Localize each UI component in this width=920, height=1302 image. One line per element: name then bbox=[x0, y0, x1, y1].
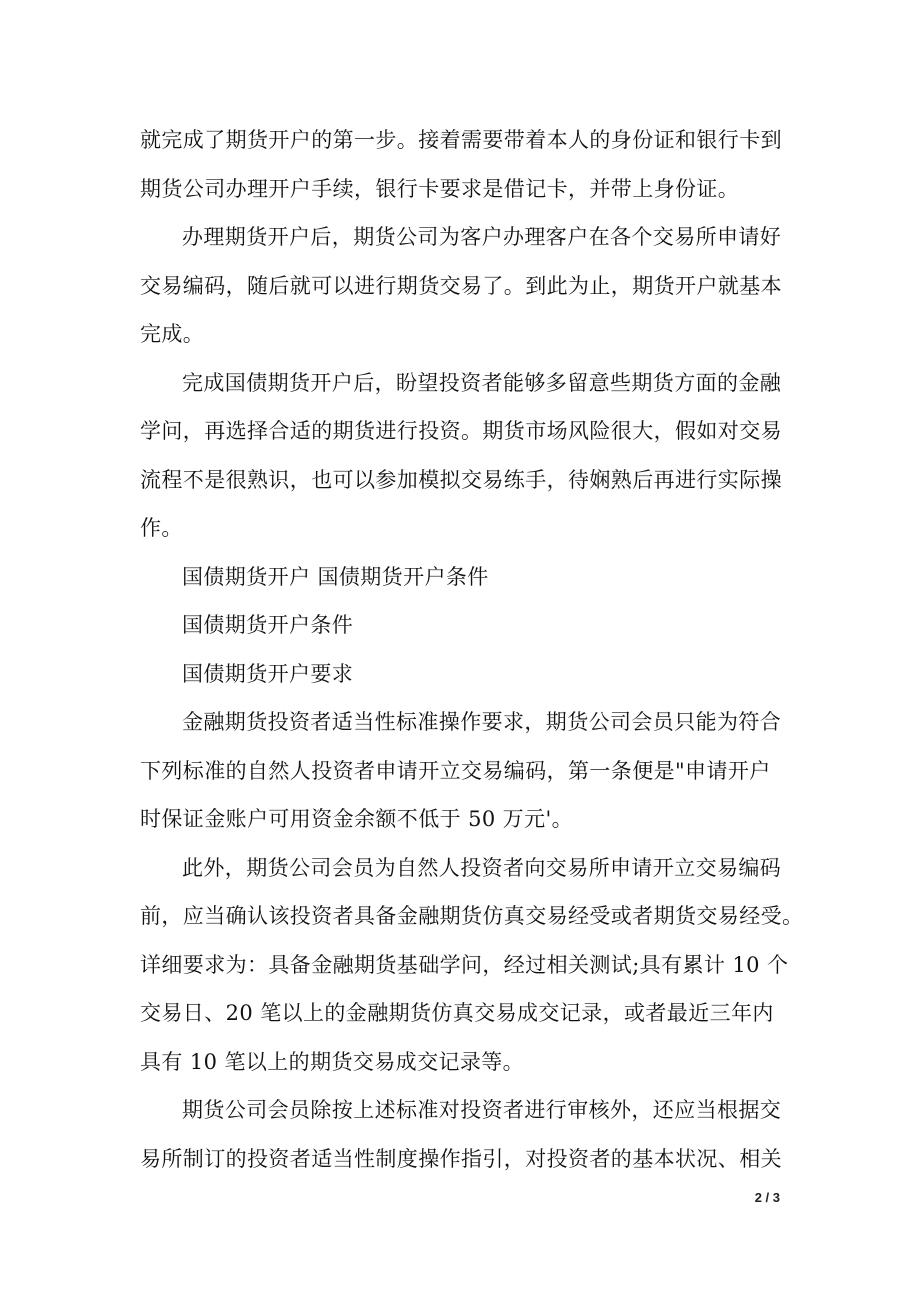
text-line: 作。 bbox=[140, 516, 183, 540]
text-line: 学问，再选择合适的期货进行投资。期货市场风险很大，假如对交易 bbox=[140, 419, 782, 443]
text-line: 时保证金账户可用资金余额不低于 50 万元'。 bbox=[140, 807, 574, 831]
text-line: 期货公司会员除按上述标准对投资者进行审核外，还应当根据交 bbox=[182, 1098, 782, 1122]
text-line: 国债期货开户条件 bbox=[182, 613, 354, 637]
text-line: 完成国债期货开户后，盼望投资者能够多留意些期货方面的金融 bbox=[182, 370, 782, 395]
text-line: 办理期货开户后，期货公司为客户办理客户在各个交易所申请好 bbox=[182, 225, 782, 249]
text-line: 易所制订的投资者适当性制度操作指引，对投资者的基本状况、相关 bbox=[140, 1146, 782, 1171]
text-line: 交易编码，随后就可以进行期货交易了。到此为止，期货开户就基本 bbox=[140, 273, 782, 298]
text-line: 此外，期货公司会员为自然人投资者向交易所申请开立交易编码 bbox=[182, 855, 782, 880]
page-number: 2 / 3 bbox=[754, 1190, 780, 1205]
text-line: 详细要求为：具备金融期货基础学问，经过相关测试;具有累计 10 个 bbox=[140, 952, 789, 977]
text-line: 就完成了期货开户的第一步。接着需要带着本人的身份证和银行卡到 bbox=[140, 128, 782, 152]
text-line: 交易日、20 笔以上的金融期货仿真交易成交记录，或者最近三年内 bbox=[140, 1001, 774, 1025]
body-text bbox=[140, 116, 804, 1183]
text-line: 期货公司办理开户手续，银行卡要求是借记卡，并带上身份证。 bbox=[140, 176, 740, 201]
text-line: 下列标准的自然人投资者申请开立交易编码，第一条便是"申请开户 bbox=[140, 758, 771, 783]
text-line: 国债期货开户 国债期货开户条件 bbox=[182, 564, 489, 589]
text-line: 前，应当确认该投资者具备金融期货仿真交易经受或者期货交易经受。 bbox=[140, 904, 804, 928]
text-line: 完成。 bbox=[140, 322, 205, 346]
text-line: 具有 10 笔以上的期货交易成交记录等。 bbox=[140, 1049, 525, 1074]
text-line: 金融期货投资者适当性标准操作要求，期货公司会员只能为符合 bbox=[182, 710, 782, 734]
text-line: 国债期货开户要求 bbox=[182, 661, 354, 686]
text-line: 流程不是很熟识，也可以参加模拟交易练手，待娴熟后再进行实际操 bbox=[140, 467, 782, 492]
